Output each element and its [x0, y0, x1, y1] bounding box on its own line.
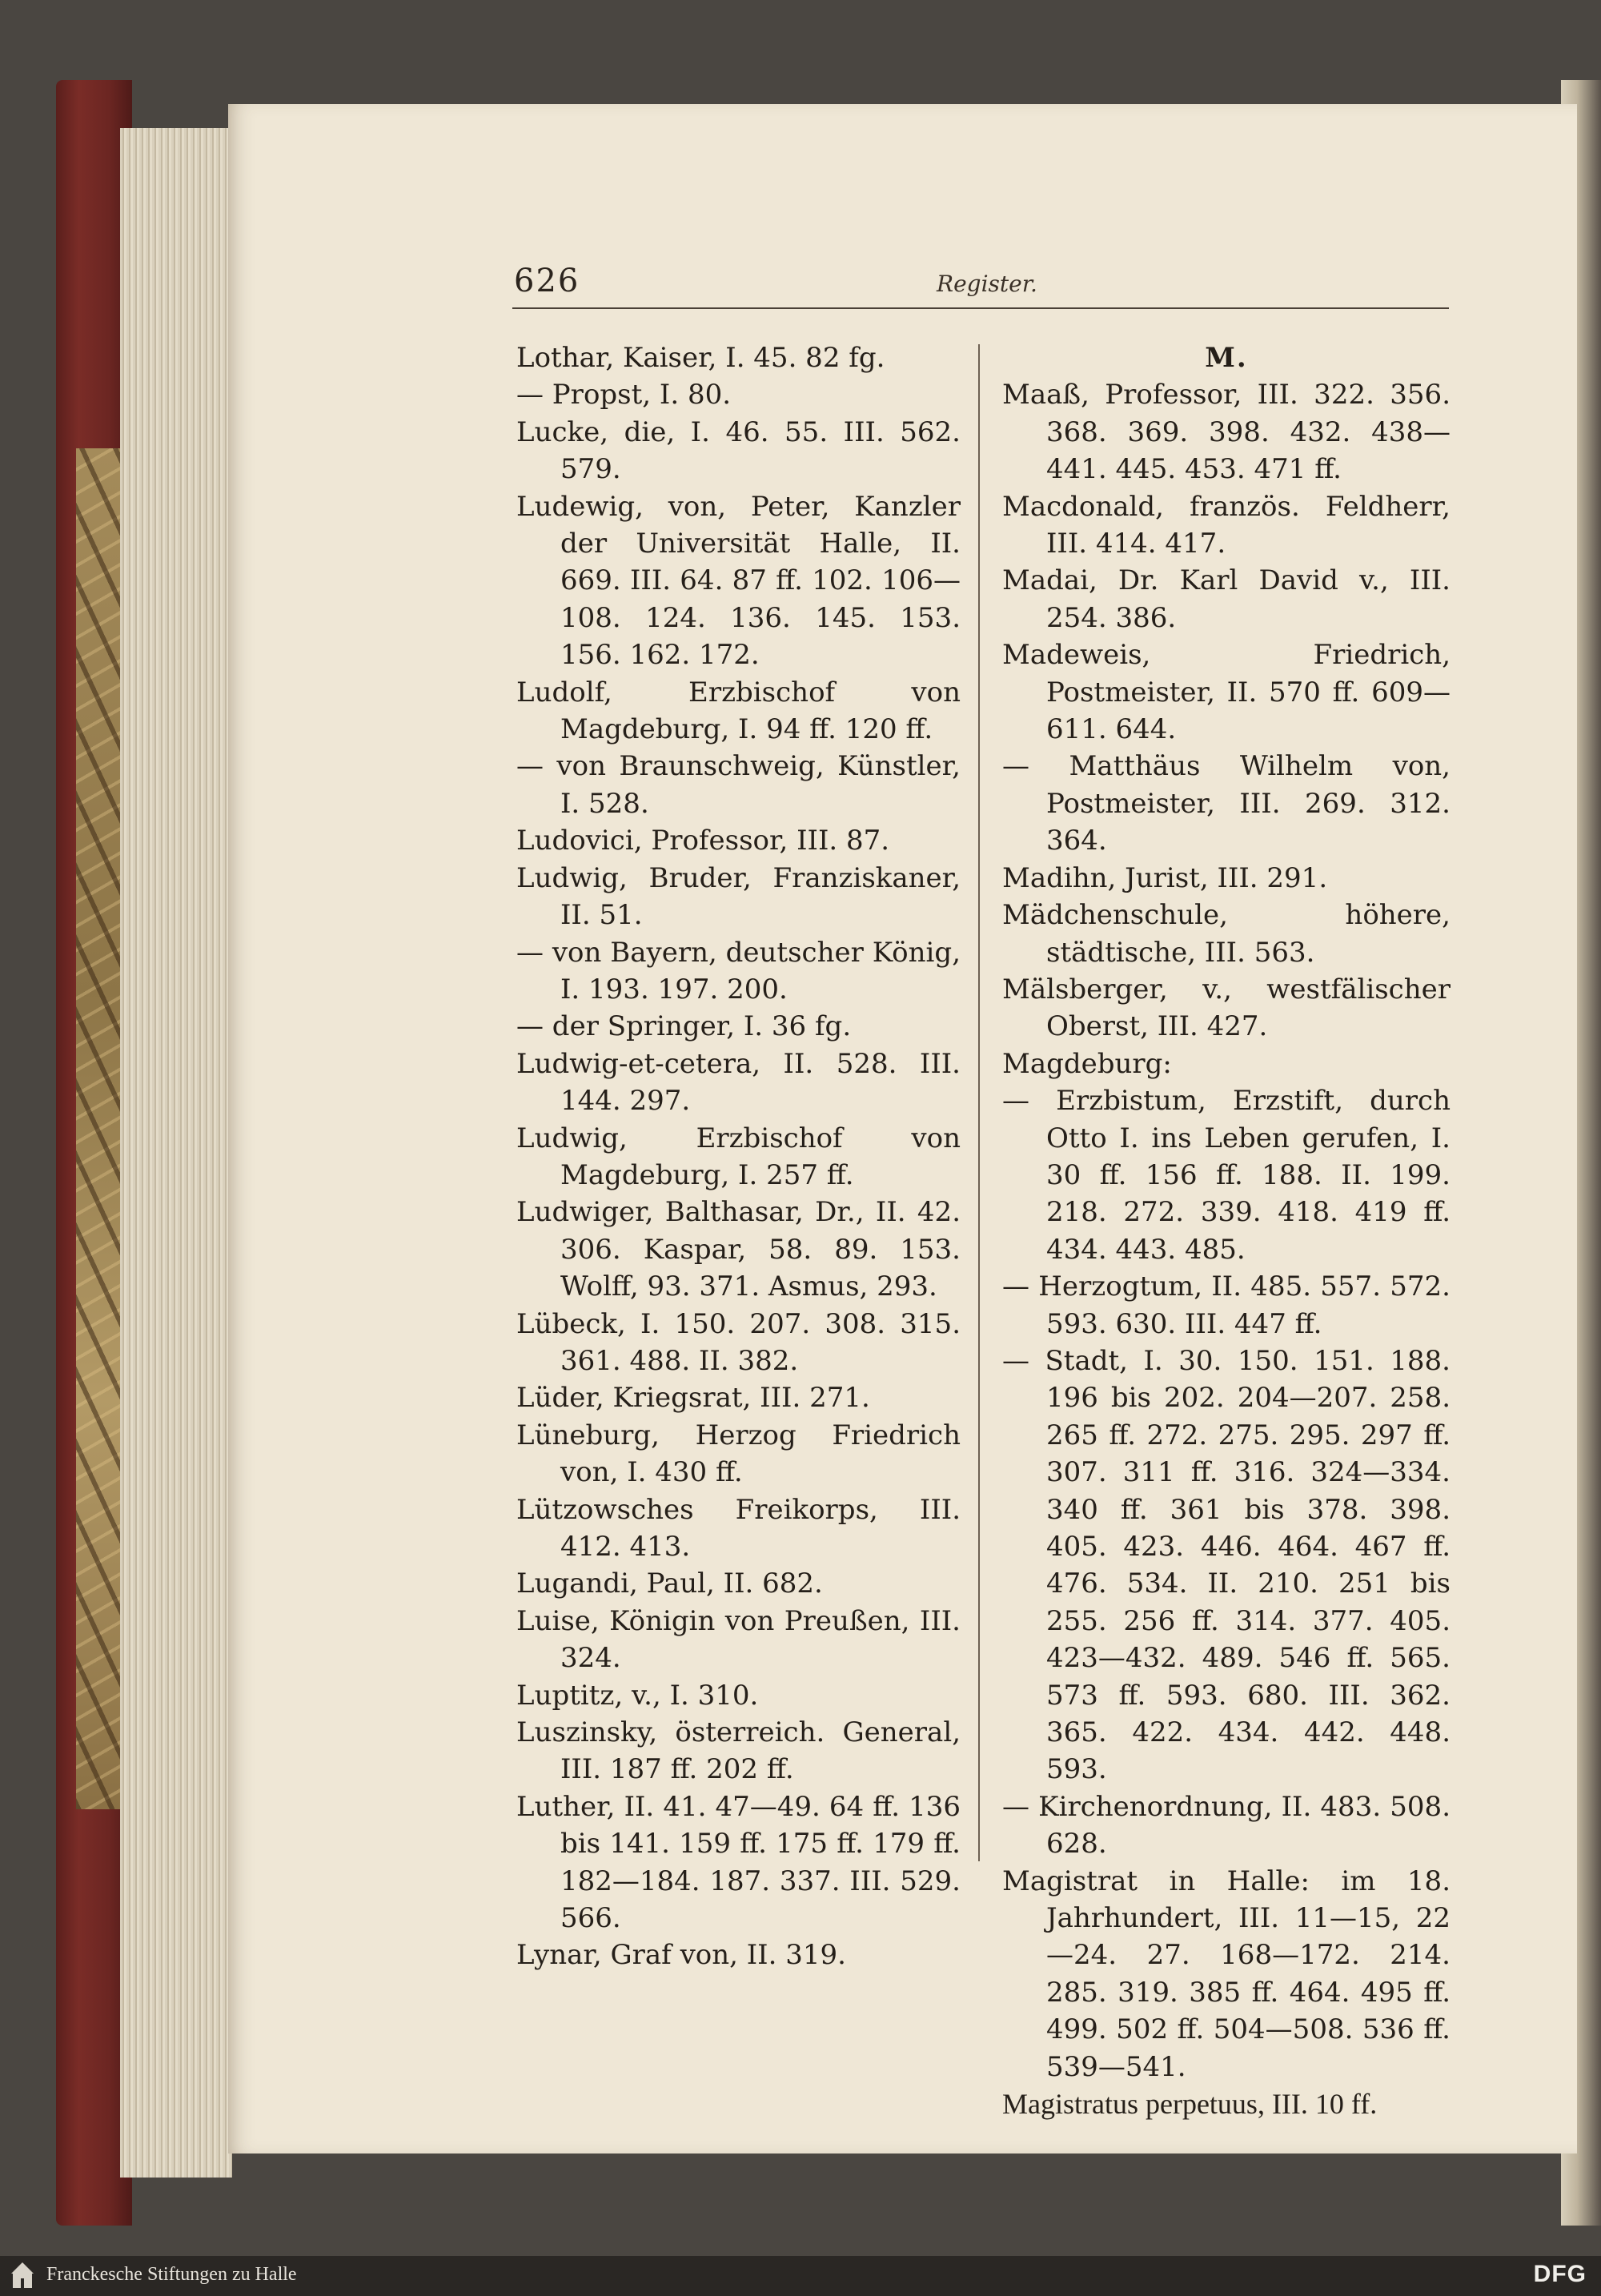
- index-entry-latin: Magistratus perpetuus, III. 10 ff.: [1002, 2088, 1378, 2121]
- section-letter-heading: M.: [1205, 342, 1248, 374]
- index-entry: Lynar, Graf von, II. 319.: [516, 1939, 846, 1972]
- index-entry: Luise, Königin von Preußen, III. 324.: [516, 1604, 961, 1675]
- index-entry: — Erzbistum, Erzstift, durch Otto I. ins Leben gerufen, I. 30 ff. 156 ff. 188. II. 199. 218. 272. 339. 418. 419 ff. 434. 443. 485.: [1002, 1085, 1451, 1266]
- index-entry: — Propst, I. 80.: [516, 379, 732, 411]
- institution-logo-icon: [8, 2259, 37, 2291]
- index-entry: Ludolf, Erzbischof von Magdeburg, I. 94 ff. 120 ff.: [516, 676, 961, 746]
- index-entry: — der Springer, I. 36 fg.: [516, 1010, 852, 1043]
- page-header: [512, 263, 1449, 309]
- index-entry: Ludovici, Professor, III. 87.: [516, 825, 890, 857]
- index-entry: Ludewig, von, Peter, Kanzler der Universität Halle, II. 669. III. 64. 87 ff. 102. 106—108. 124. 136. 145. 153. 156. 162. 172.: [516, 490, 961, 672]
- index-entry: — Kirchenordnung, II. 483. 508. 628.: [1002, 1790, 1451, 1860]
- index-entry: Luptitz, v., I. 310.: [516, 1679, 759, 1712]
- index-entry: Lothar, Kaiser, I. 45. 82 fg.: [516, 342, 885, 374]
- index-entry: Lübeck, I. 150. 207. 308. 315. 361. 488. II. 382.: [516, 1307, 961, 1377]
- index-entry: Lüder, Kriegsrat, III. 271.: [516, 1382, 870, 1415]
- index-entry: Luther, II. 41. 47—49. 64 ff. 136 bis 141. 159 ff. 175 ff. 179 ff. 182—184. 187. 337. III. 529. 566.: [516, 1790, 961, 1935]
- index-entry: Lützowsches Freikorps, III. 412. 413.: [516, 1493, 961, 1563]
- index-entry: Lucke, die, I. 46. 55. III. 562. 579.: [516, 415, 961, 486]
- index-entry: — Matthäus Wilhelm von, Postmeister, III. 269. 312. 364.: [1002, 750, 1451, 857]
- index-entry: Mälsberger, v., westfälischer Oberst, III. 427.: [1002, 973, 1451, 1043]
- index-entry: Madihn, Jurist, III. 291.: [1002, 861, 1328, 894]
- dfg-logo: DFG: [1533, 2261, 1587, 2287]
- index-entry: Lüneburg, Herzog Friedrich von, I. 430 ff.: [516, 1419, 961, 1489]
- running-title: Register.: [937, 271, 1037, 297]
- page-stack-edges: [120, 128, 232, 2178]
- index-entry: — von Bayern, deutscher König, I. 193. 197. 200.: [516, 936, 961, 1006]
- institution-name: Franckesche Stiftungen zu Halle: [46, 2264, 297, 2285]
- index-entry: Magdeburg:: [1002, 1047, 1172, 1080]
- index-entry: Ludwig, Erzbischof von Magdeburg, I. 257 ff.: [516, 1122, 961, 1191]
- page-number: 626: [514, 263, 580, 299]
- index-entry: Ludwiger, Balthasar, Dr., II. 42. 306. Kaspar, 58. 89. 153. Wolff, 93. 371. Asmus, 293.: [516, 1196, 961, 1303]
- index-column-left: [516, 339, 961, 1974]
- index-entry: Ludwig-et-cetera, II. 528. III. 144. 297.: [516, 1047, 961, 1118]
- index-entry: Maaß, Professor, III. 322. 356. 368. 369. 398. 432. 438—441. 445. 453. 471 ff.: [1002, 379, 1451, 486]
- index-entry: Macdonald, französ. Feldherr, III. 414. 417.: [1002, 490, 1451, 560]
- index-entry: Madeweis, Friedrich, Postmeister, II. 570 ff. 609—611. 644.: [1002, 639, 1451, 746]
- column-divider: [978, 344, 980, 1861]
- index-entry: — Herzogtum, II. 485. 557. 572. 593. 630. III. 447 ff.: [1002, 1270, 1451, 1340]
- index-entry: Magistrat in Halle: im 18. Jahrhundert, III. 11—15, 22—24. 27. 168—172. 214. 285. 319. 385 ff. 464. 495 ff. 499. 502 ff. 504—508. 536 ff. 539—541.: [1002, 1864, 1451, 2083]
- index-entry: Madai, Dr. Karl David v., III. 254. 386.: [1002, 564, 1451, 634]
- footer-bar: [0, 2256, 1601, 2296]
- index-entry: Lugandi, Paul, II. 682.: [516, 1567, 823, 1600]
- index-entry: Ludwig, Bruder, Franziskaner, II. 51.: [516, 861, 961, 932]
- index-entry: — Stadt, I. 30. 150. 151. 188. 196 bis 202. 204—207. 258. 265 ff. 272. 275. 295. 297 ff. 307. 311 ff. 316. 324—334. 340 ff. 361 bis 378. 398. 405. 423. 446. 464. 467 ff. 476. 534. II. 210. 251 bis 255. 256 ff. 314. 377. 405. 423—432. 489. 546 ff. 565. 573 ff. 593. 680. III. 362. 365. 422. 434. 442. 448. 593.: [1002, 1344, 1451, 1786]
- index-entry: Mädchenschule, höhere, städtische, III. 563.: [1002, 899, 1451, 969]
- index-entry: Luszinsky, österreich. General, III. 187 ff. 202 ff.: [516, 1716, 961, 1786]
- index-entry: — von Braunschweig, Künstler, I. 528.: [516, 750, 961, 820]
- index-column-right: [1002, 339, 1451, 2123]
